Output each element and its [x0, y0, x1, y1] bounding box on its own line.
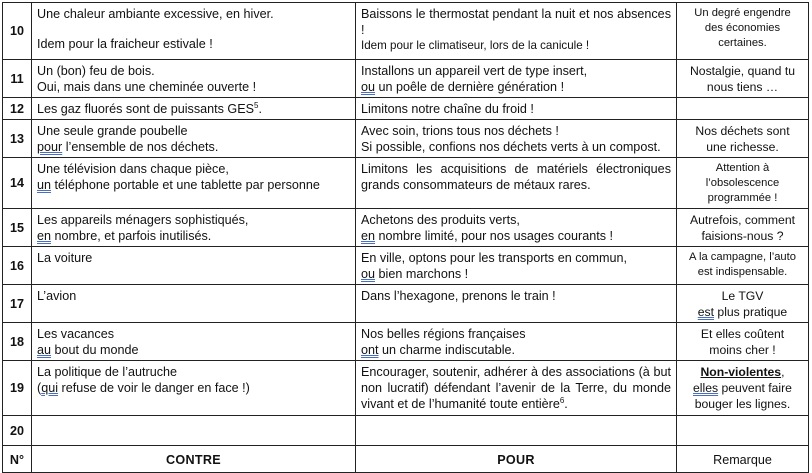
- contre-underlined-word: en: [37, 229, 52, 243]
- contre-cell: [32, 120, 356, 158]
- remarque-line: une richesse.: [706, 140, 779, 154]
- remarque-line: Et elles coûtent: [700, 327, 785, 341]
- remarque-line: A la campagne, l’auto: [689, 251, 796, 263]
- row-number: 12: [3, 98, 32, 120]
- pour-line: Idem pour le climatiseur, lors de la canicule !: [361, 39, 590, 52]
- remarque-line: programmée !: [707, 192, 778, 204]
- contre-underlined-word: pour: [37, 140, 63, 154]
- table-row: [3, 285, 809, 323]
- table-row: [3, 416, 809, 446]
- contre-cell: [32, 323, 356, 361]
- comparison-table: [2, 2, 809, 473]
- pour-line-rest: un poêle de dernière génération !: [375, 80, 565, 94]
- pour-cell: [356, 285, 677, 323]
- pour-underlined-word: ou: [361, 267, 376, 281]
- row-number: 15: [3, 209, 32, 247]
- pour-cell: [356, 3, 677, 60]
- remarque-line: Nostalgie, quand tu: [689, 64, 796, 78]
- contre-line-rest: bout du monde: [51, 343, 139, 357]
- pour-line: Limitons notre chaîne du froid !: [361, 102, 534, 116]
- contre-line-rest: refuse de voir le danger en face !): [58, 381, 250, 395]
- pour-cell: [356, 323, 677, 361]
- pour-cell: [356, 120, 677, 158]
- contre-line-rest: l’ensemble de nos déchets.: [62, 140, 219, 154]
- row-number: 20: [3, 416, 32, 446]
- remarque-bold-word: Non-violentes: [700, 365, 782, 379]
- pour-line: Installons un appareil vert de type insert,: [361, 64, 588, 78]
- remarque-line: certaines.: [718, 37, 767, 49]
- contre-cell: [32, 285, 356, 323]
- table-row: [3, 3, 809, 60]
- table-row: [3, 209, 809, 247]
- remarque-line: des économies: [704, 22, 781, 34]
- contre-underlined-word: qui: [41, 381, 59, 395]
- contre-line: Une télévision dans chaque pièce,: [37, 162, 229, 176]
- table-row: [3, 98, 809, 120]
- pour-underlined-word: ont: [361, 343, 379, 357]
- footnote-marker: 5: [254, 100, 259, 110]
- pour-line-rest: bien marchons !: [375, 267, 469, 281]
- row-number: 13: [3, 120, 32, 158]
- remarque-line: moins cher !: [709, 343, 776, 357]
- footnote-marker: 6: [559, 395, 565, 405]
- remarque-line: nous tiens …: [706, 80, 779, 94]
- contre-line-rest: nombre, et parfois inutilisés.: [51, 229, 212, 243]
- contre-cell: [32, 416, 356, 446]
- contre-line-rest: téléphone portable et une tablette par personne: [51, 178, 320, 192]
- pour-cell: [356, 416, 677, 446]
- remarque-cell: [677, 60, 809, 98]
- pour-cell: [356, 361, 677, 416]
- table-row: [3, 361, 809, 416]
- pour-cell: [356, 209, 677, 247]
- contre-text: Les gaz fluorés sont de puissants GES: [37, 102, 255, 116]
- contre-underlined-word: au: [37, 343, 52, 357]
- header-contre: CONTRE: [32, 446, 356, 473]
- contre-cell: [32, 247, 356, 285]
- row-number: 16: [3, 247, 32, 285]
- table-row: [3, 158, 809, 209]
- contre-line: Idem pour la fraicheur estivale !: [37, 37, 213, 51]
- row-number: 19: [3, 361, 32, 416]
- remarque-line-rest: plus pratique: [714, 305, 788, 319]
- contre-line: Une seule grande poubelle: [37, 124, 188, 138]
- contre-line: La voiture: [37, 251, 93, 265]
- remarque-line: Nos déchets sont: [695, 124, 790, 138]
- pour-underlined-word: en: [361, 229, 376, 243]
- remarque-line: est indispensable.: [697, 266, 788, 278]
- table-row: [3, 323, 809, 361]
- row-number: 14: [3, 158, 32, 209]
- pour-line-rest: un charme indiscutable.: [378, 343, 516, 357]
- contre-line: La politique de l’autruche: [37, 365, 178, 379]
- remarque-cell: [677, 416, 809, 446]
- pour-line-rest: nombre limité, pour nos usages courants !: [375, 229, 614, 243]
- pour-line: Dans l’hexagone, prenons le train !: [361, 289, 556, 303]
- remarque-cell: [677, 98, 809, 120]
- remarque-line-rest: peuvent faire: [718, 381, 792, 395]
- remarque-cell: [677, 3, 809, 60]
- pour-cell: [356, 60, 677, 98]
- contre-line: Une chaleur ambiante excessive, en hiver.: [37, 7, 274, 21]
- remarque-line: Le TGV: [721, 289, 764, 303]
- header-num: N°: [3, 446, 32, 473]
- contre-cell: [32, 3, 356, 60]
- contre-line: Un (bon) feu de bois.: [37, 64, 155, 78]
- pour-line: Limitons les acquisitions de matériels électroniques grands consommateurs de métaux rares.: [361, 162, 671, 192]
- contre-underlined-word: un: [37, 178, 52, 192]
- contre-line: Oui, mais dans une cheminée ouverte !: [37, 80, 257, 94]
- pour-line: Baissons le thermostat pendant la nuit et nos absences !: [361, 7, 671, 37]
- remarque-line: faisions-nous ?: [701, 229, 784, 243]
- pour-cell: [356, 98, 677, 120]
- pour-cell: [356, 247, 677, 285]
- remarque-cell: [677, 120, 809, 158]
- pour-end: .: [564, 397, 568, 411]
- header-row: [3, 446, 809, 473]
- contre-end: .: [258, 102, 262, 116]
- table-row: [3, 247, 809, 285]
- remarque-cell: [677, 285, 809, 323]
- header-pour: POUR: [356, 446, 677, 473]
- remarque-line: Un degré engendre: [694, 7, 791, 19]
- row-number: 17: [3, 285, 32, 323]
- remarque-cell: [677, 323, 809, 361]
- contre-line: Les appareils ménagers sophistiqués,: [37, 213, 249, 227]
- contre-cell: [32, 158, 356, 209]
- contre-cell: [32, 98, 356, 120]
- remarque-line: Autrefois, comment: [690, 213, 795, 227]
- contre-cell: [32, 60, 356, 98]
- pour-line: Si possible, confions nos déchets verts à un compost.: [361, 140, 661, 154]
- remarque-line: Attention à: [715, 162, 770, 174]
- contre-cell: [32, 209, 356, 247]
- pour-line: Achetons des produits verts,: [361, 213, 520, 227]
- contre-line: L’avion: [37, 289, 77, 303]
- pour-text: Encourager, soutenir, adhérer à des associations (à but non lucratif) défendant l’avenir de la Terre, du monde vivant et de l’humanité toute entière: [361, 365, 671, 411]
- remarque-cell: [677, 209, 809, 247]
- remarque-underlined-word: elles: [693, 381, 719, 395]
- contre-cell: [32, 361, 356, 416]
- pour-line: Avec soin, trions tous nos déchets !: [361, 124, 559, 138]
- contre-paren: (: [37, 381, 42, 395]
- table-row: [3, 120, 809, 158]
- row-number: 18: [3, 323, 32, 361]
- table-row: [3, 60, 809, 98]
- row-number: 10: [3, 3, 32, 60]
- remarque-cell: [677, 361, 809, 416]
- remarque-line: bouger les lignes.: [694, 397, 791, 411]
- remarque-cell: [677, 158, 809, 209]
- remarque-underlined-word: est: [697, 305, 715, 319]
- contre-line: Les vacances: [37, 327, 115, 341]
- row-number: 11: [3, 60, 32, 98]
- header-remarque: Remarque: [677, 446, 809, 473]
- remarque-line: l’obsolescence: [705, 177, 780, 189]
- remarque-cell: [677, 247, 809, 285]
- remarque-comma: ,: [781, 365, 785, 379]
- pour-line: En ville, optons pour les transports en commun,: [361, 251, 627, 265]
- pour-line: Nos belles régions françaises: [361, 327, 526, 341]
- pour-underlined-word: ou: [361, 80, 376, 94]
- pour-cell: [356, 158, 677, 209]
